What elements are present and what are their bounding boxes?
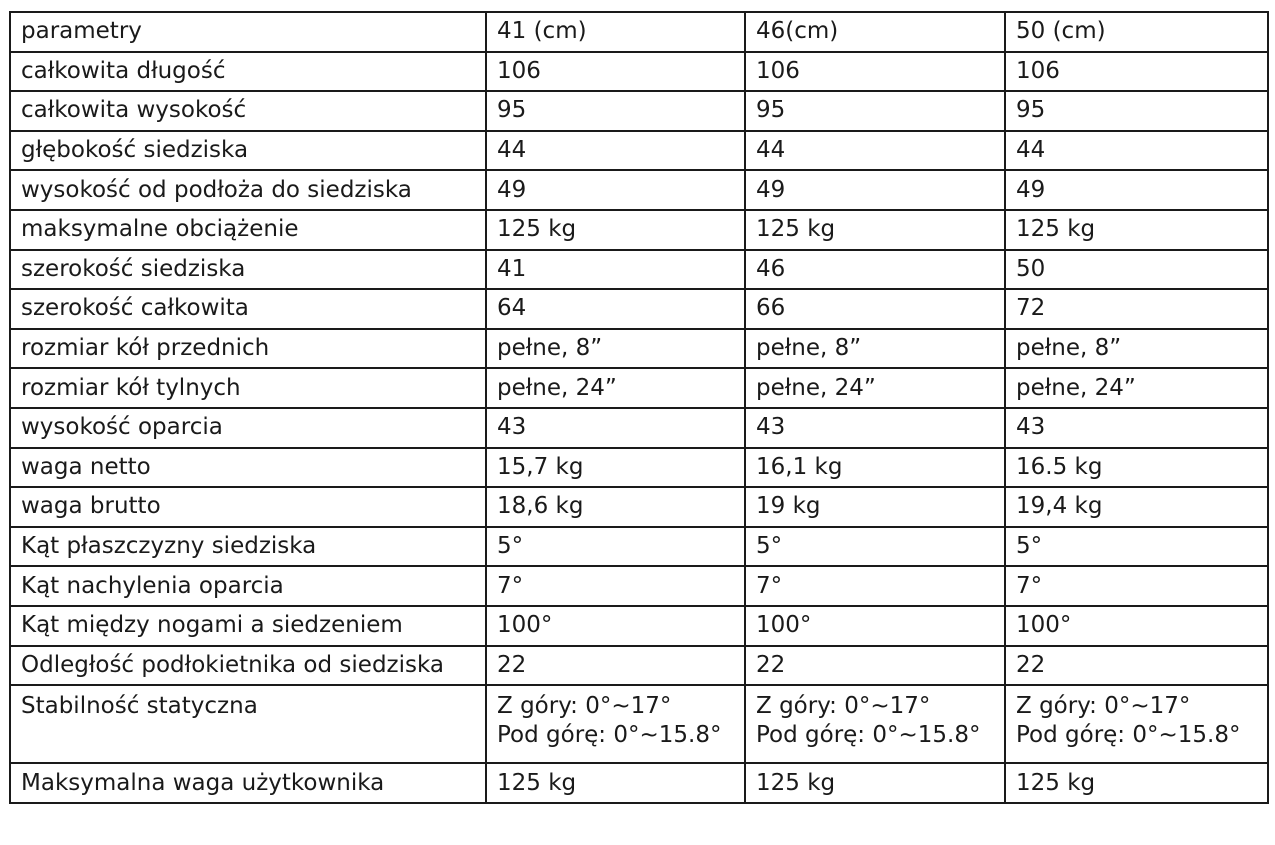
row-value: 125 kg xyxy=(745,210,1005,250)
row-value: 19 kg xyxy=(745,487,1005,527)
stability-uphill: Pod górę: 0°~15.8° xyxy=(756,722,981,749)
table-row xyxy=(10,52,1268,92)
table-row xyxy=(10,329,1268,369)
row-value: 19,4 kg xyxy=(1005,487,1268,527)
row-value: 72 xyxy=(1005,289,1268,329)
row-value: 46 xyxy=(745,250,1005,290)
row-value: 95 xyxy=(486,91,745,131)
row-value: 95 xyxy=(745,91,1005,131)
header-size-41: 41 (cm) xyxy=(486,12,745,52)
row-value: 106 xyxy=(745,52,1005,92)
row-value: pełne, 24” xyxy=(1005,368,1268,408)
row-label: rozmiar kół tylnych xyxy=(10,368,486,408)
row-label: Kąt płaszczyzny siedziska xyxy=(10,527,486,567)
row-value: 100° xyxy=(486,606,745,646)
row-value: 5° xyxy=(486,527,745,567)
row-value: 49 xyxy=(745,170,1005,210)
table-header-row xyxy=(10,12,1268,52)
table-row xyxy=(10,250,1268,290)
row-value: 95 xyxy=(1005,91,1268,131)
stability-downhill: Z góry: 0°~17° xyxy=(497,693,672,720)
row-value: pełne, 8” xyxy=(745,329,1005,369)
row-value: 50 xyxy=(1005,250,1268,290)
row-value: 22 xyxy=(745,646,1005,686)
table-row xyxy=(10,170,1268,210)
row-value: 41 xyxy=(486,250,745,290)
row-value: 44 xyxy=(486,131,745,171)
stability-downhill: Z góry: 0°~17° xyxy=(1016,693,1191,720)
row-value: 16,1 kg xyxy=(745,448,1005,488)
row-label: szerokość siedziska xyxy=(10,250,486,290)
table-row xyxy=(10,646,1268,686)
table-row xyxy=(10,527,1268,567)
header-size-46: 46(cm) xyxy=(745,12,1005,52)
row-value: 106 xyxy=(486,52,745,92)
header-parameter: parametry xyxy=(10,12,486,52)
row-label: waga brutto xyxy=(10,487,486,527)
table-row xyxy=(10,131,1268,171)
row-value: 5° xyxy=(1005,527,1268,567)
row-value: 18,6 kg xyxy=(486,487,745,527)
row-label: szerokość całkowita xyxy=(10,289,486,329)
table-row xyxy=(10,91,1268,131)
row-value: 7° xyxy=(745,566,1005,606)
stability-value xyxy=(1005,685,1268,763)
row-label: całkowita długość xyxy=(10,52,486,92)
row-value: 66 xyxy=(745,289,1005,329)
row-value: 22 xyxy=(1005,646,1268,686)
row-label: Odległość podłokietnika od siedziska xyxy=(10,646,486,686)
row-value: 7° xyxy=(486,566,745,606)
row-label: waga netto xyxy=(10,448,486,488)
row-value: 106 xyxy=(1005,52,1268,92)
header-size-50: 50 (cm) xyxy=(1005,12,1268,52)
stability-downhill: Z góry: 0°~17° xyxy=(756,693,931,720)
row-value: 43 xyxy=(745,408,1005,448)
stability-value xyxy=(745,685,1005,763)
specification-table-body xyxy=(10,12,1268,803)
row-value: 5° xyxy=(745,527,1005,567)
row-label: maksymalne obciążenie xyxy=(10,210,486,250)
row-label: wysokość oparcia xyxy=(10,408,486,448)
row-label: całkowita wysokość xyxy=(10,91,486,131)
stability-uphill: Pod górę: 0°~15.8° xyxy=(1016,722,1241,749)
row-label: głębokość siedziska xyxy=(10,131,486,171)
table-row xyxy=(10,566,1268,606)
row-value: 125 kg xyxy=(486,763,745,803)
table-row xyxy=(10,289,1268,329)
table-row-stability xyxy=(10,685,1268,763)
row-value: pełne, 8” xyxy=(1005,329,1268,369)
row-label: wysokość od podłoża do siedziska xyxy=(10,170,486,210)
row-value: 125 kg xyxy=(745,763,1005,803)
row-value: 15,7 kg xyxy=(486,448,745,488)
row-value: 100° xyxy=(745,606,1005,646)
row-label: Stabilność statyczna xyxy=(10,685,486,763)
row-label: Kąt między nogami a siedzeniem xyxy=(10,606,486,646)
row-value: pełne, 24” xyxy=(486,368,745,408)
row-value: 100° xyxy=(1005,606,1268,646)
stability-uphill: Pod górę: 0°~15.8° xyxy=(497,722,722,749)
row-value: 16.5 kg xyxy=(1005,448,1268,488)
row-value: 125 kg xyxy=(1005,210,1268,250)
row-value: 43 xyxy=(486,408,745,448)
table-row xyxy=(10,606,1268,646)
row-value: 7° xyxy=(1005,566,1268,606)
row-label: rozmiar kół przednich xyxy=(10,329,486,369)
table-row xyxy=(10,210,1268,250)
row-value: 49 xyxy=(1005,170,1268,210)
row-value: 22 xyxy=(486,646,745,686)
row-value: 44 xyxy=(745,131,1005,171)
table-row xyxy=(10,487,1268,527)
row-label: Maksymalna waga użytkownika xyxy=(10,763,486,803)
row-label: Kąt nachylenia oparcia xyxy=(10,566,486,606)
row-value: 125 kg xyxy=(1005,763,1268,803)
row-value: pełne, 8” xyxy=(486,329,745,369)
row-value: 125 kg xyxy=(486,210,745,250)
row-value: pełne, 24” xyxy=(745,368,1005,408)
table-row-max-user xyxy=(10,763,1268,803)
table-row xyxy=(10,368,1268,408)
row-value: 43 xyxy=(1005,408,1268,448)
row-value: 49 xyxy=(486,170,745,210)
row-value: 64 xyxy=(486,289,745,329)
specification-table xyxy=(9,11,1269,804)
table-row xyxy=(10,408,1268,448)
stability-value xyxy=(486,685,745,763)
row-value: 44 xyxy=(1005,131,1268,171)
table-row xyxy=(10,448,1268,488)
